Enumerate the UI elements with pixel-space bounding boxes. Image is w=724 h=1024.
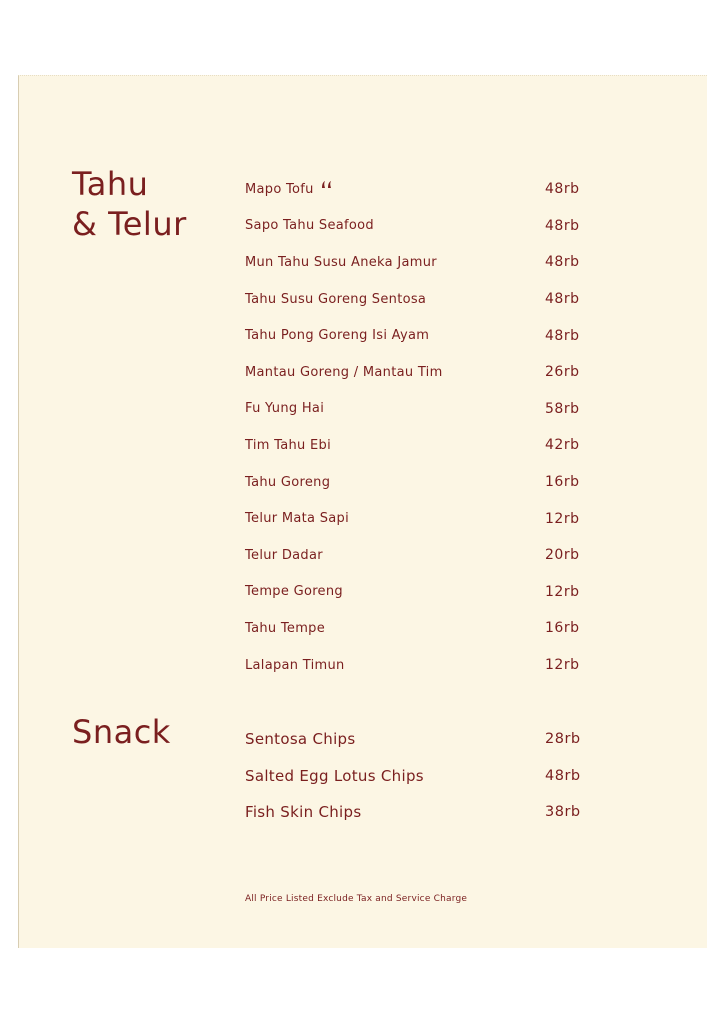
- menu-item-price: 12rb: [545, 657, 580, 674]
- menu-item-price: 48rb: [545, 291, 580, 308]
- section-title-tahu-telur: [72, 164, 187, 244]
- menu-item-price: 16rb: [545, 620, 580, 637]
- menu-item: [245, 574, 585, 611]
- menu-item: [245, 281, 585, 318]
- menu-item: [245, 500, 585, 537]
- menu-item: [245, 721, 585, 758]
- menu-item: [245, 244, 585, 281]
- menu-item-name: Telur Mata Sapi: [245, 511, 350, 527]
- menu-item: [245, 464, 585, 501]
- chili-icon: [320, 180, 334, 190]
- menu-list-snack: [245, 721, 585, 831]
- menu-item-name: Tahu Goreng: [245, 474, 331, 490]
- menu-item-name: Mun Tahu Susu Aneka Jamur: [245, 254, 437, 270]
- menu-item: [245, 647, 585, 684]
- menu-item-name: Sapo Tahu Seafood: [245, 218, 374, 234]
- menu-item-price: 20rb: [545, 547, 580, 564]
- menu-item-name: Mantau Goreng / Mantau Tim: [245, 364, 443, 380]
- menu-item-price: 48rb: [545, 767, 581, 784]
- menu-item: [245, 391, 585, 428]
- section-title-line: & Telur: [72, 205, 187, 243]
- price-footnote: All Price Listed Exclude Tax and Service Charge: [245, 894, 468, 904]
- menu-item: [245, 317, 585, 354]
- menu-item-name: Fish Skin Chips: [245, 803, 362, 822]
- menu-item-price: 48rb: [545, 217, 580, 234]
- menu-item: [245, 171, 585, 208]
- menu-item-name: Tahu Susu Goreng Sentosa: [245, 291, 427, 307]
- menu-item-price: 12rb: [545, 583, 580, 600]
- menu-item: [245, 537, 585, 574]
- menu-item-price: 26rb: [545, 364, 580, 381]
- menu-item-price: 28rb: [545, 731, 581, 748]
- menu-item-price: 58rb: [545, 400, 580, 417]
- menu-item: [245, 794, 585, 831]
- menu-item-name: Sentosa Chips: [245, 730, 356, 749]
- menu-list-tahu-telur: [245, 171, 585, 683]
- menu-item: [245, 354, 585, 391]
- menu-item-name: Salted Egg Lotus Chips: [245, 766, 424, 785]
- menu-item-name: Tahu Tempe: [245, 620, 326, 636]
- menu-item-price: 48rb: [545, 327, 580, 344]
- menu-item-price: 48rb: [545, 181, 580, 198]
- section-title-line: Snack: [72, 713, 171, 751]
- menu-item-name: Tim Tahu Ebi: [245, 437, 331, 453]
- menu-item-price: 12rb: [545, 510, 580, 527]
- menu-item-price: 48rb: [545, 254, 580, 271]
- menu-item: [245, 208, 585, 245]
- menu-item-price: 42rb: [545, 437, 580, 454]
- menu-item-name: Tempe Goreng: [245, 584, 343, 600]
- menu-item-name: Mapo Tofu: [245, 181, 314, 197]
- menu-item-name: Fu Yung Hai: [245, 401, 325, 417]
- menu-item-name: Tahu Pong Goreng Isi Ayam: [245, 328, 430, 344]
- section-title-line: Tahu: [72, 165, 149, 203]
- menu-item-name: Lalapan Timun: [245, 657, 345, 673]
- menu-item: [245, 758, 585, 795]
- menu-item: [245, 427, 585, 464]
- menu-item-price: 38rb: [545, 804, 581, 821]
- menu-item-name-wrap: [245, 182, 334, 197]
- menu-item-name: Telur Dadar: [245, 547, 323, 563]
- menu-item: [245, 610, 585, 647]
- menu-page: [18, 75, 707, 948]
- menu-item-price: 16rb: [545, 474, 580, 491]
- section-title-snack: [72, 712, 171, 752]
